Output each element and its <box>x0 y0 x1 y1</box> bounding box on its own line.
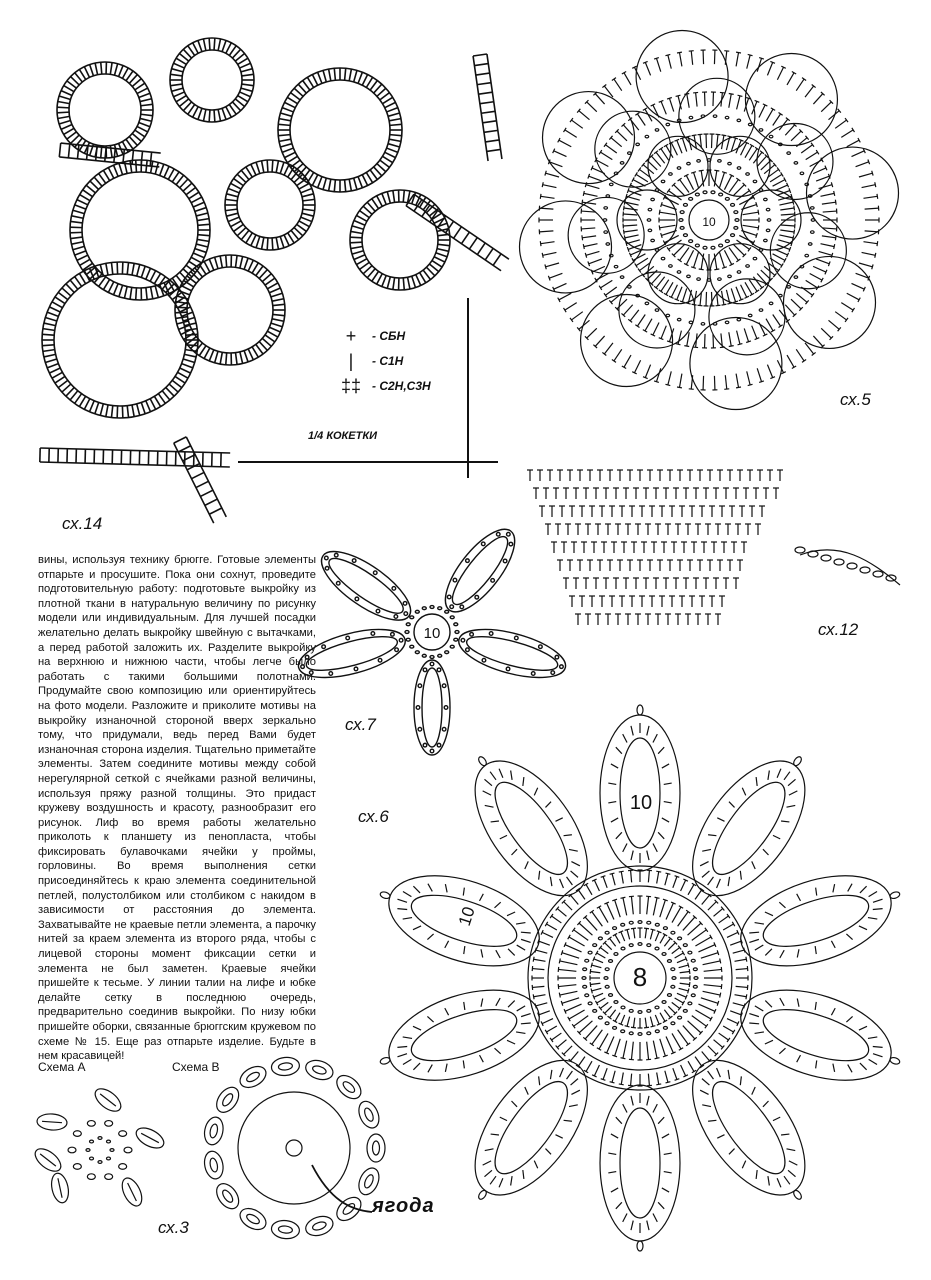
double-crochet-symbol: | <box>348 351 354 371</box>
scheme-b-berry-motif <box>202 1056 385 1240</box>
sx6-center-number: 8 <box>632 962 648 992</box>
instructions-text: вины, используя технику брюгге. Готовые элементы отпарьте и просушите. Пока они сохнут, проведите подготовительную работу: подготовьте выкройку из плотной ткани в натуральную величину по рисунку модели или индивидуальным. Для лучшей посадки желательно делать выкройку швейную с вытачками, а перед работой заложить их. Разделите выкройку на верхнюю и нижнюю части, чтобы легче было работать с такими большими полотнами. Продумайте свою композицию или ориентируйтесь на фото модели. Разложите и приколите мотивы на выкройку изнаночной стороной вверх зеркально тому, что придумали, ведь перед Вами будет изнаночная сторона изделия. Тщательно приметайте элементы. Затем соедините мотивы между собой нерегулярной сеткой с ячейками разной величины, используя пряжу разной толщины. Это придаст кружеву воздушность и красоту, разнообразит его рисунок. Лиф во время работы желательно приколоть к планшету из пенопласта, чтобы фиксировать булавочками ячейки у проймы, горловины. Во время выполнения сетки присоединяйтесь к краю элемента соединительной петлей, полустолбиком или столбиком с накидом в зависимости от расстояния до элемента. Захватывайте не краевые петли элемента, а парочку нитей за краем элемента из второго ряда, чтобы с лицевой стороны момент фиксации сетки и элемента не был заметен. Краевые ячейки пришейте к тесьме. У линии талии на лифе и юбке делайте сетку в последнюю очередь, предварительно соединив выкройки. По низу юбки пришейте оборки, связанные брюггским кружевом по схеме № 15. Еще раз отпарьте изделие. Будьте в нем красавицей! <box>38 554 316 1063</box>
scheme-b-label: Схема В <box>172 1060 220 1074</box>
quarter-yoke-label: 1/4 КОКЕТКИ <box>308 430 378 442</box>
leaf-motif-sx12 <box>527 470 900 625</box>
sx7-center-number: 10 <box>423 625 441 642</box>
single-crochet-symbol: + <box>345 326 357 346</box>
scheme-6-label: сх.6 <box>358 807 389 826</box>
sx6-petal-number: 10 <box>629 792 653 814</box>
scheme-12-label: сх.12 <box>818 620 859 639</box>
scheme-14-label: сх.14 <box>62 514 103 533</box>
treble-crochet-symbol: ‡‡ <box>340 376 362 396</box>
legend-label: - СБН <box>372 329 406 343</box>
legend-sbn <box>340 327 405 345</box>
sx5-center-number: 10 <box>702 215 716 229</box>
legend-label: - С1Н <box>372 354 404 368</box>
berry-label: ягода <box>372 1195 435 1217</box>
scheme-a-label: Схема А <box>38 1060 86 1074</box>
scheme-7-label: сх.7 <box>345 715 376 734</box>
sx6-left-petal-number: 10 <box>454 904 479 929</box>
legend-label: - С2Н,С3Н <box>372 379 431 393</box>
bruges-lace-tape-scheme <box>40 38 509 523</box>
scheme-5-label: сх.5 <box>840 390 871 409</box>
legend-s2n-s3n <box>340 377 431 395</box>
scheme-a-motif <box>31 1084 167 1209</box>
legend-s1n <box>340 352 403 370</box>
scheme-3-label: сх.3 <box>158 1218 189 1237</box>
